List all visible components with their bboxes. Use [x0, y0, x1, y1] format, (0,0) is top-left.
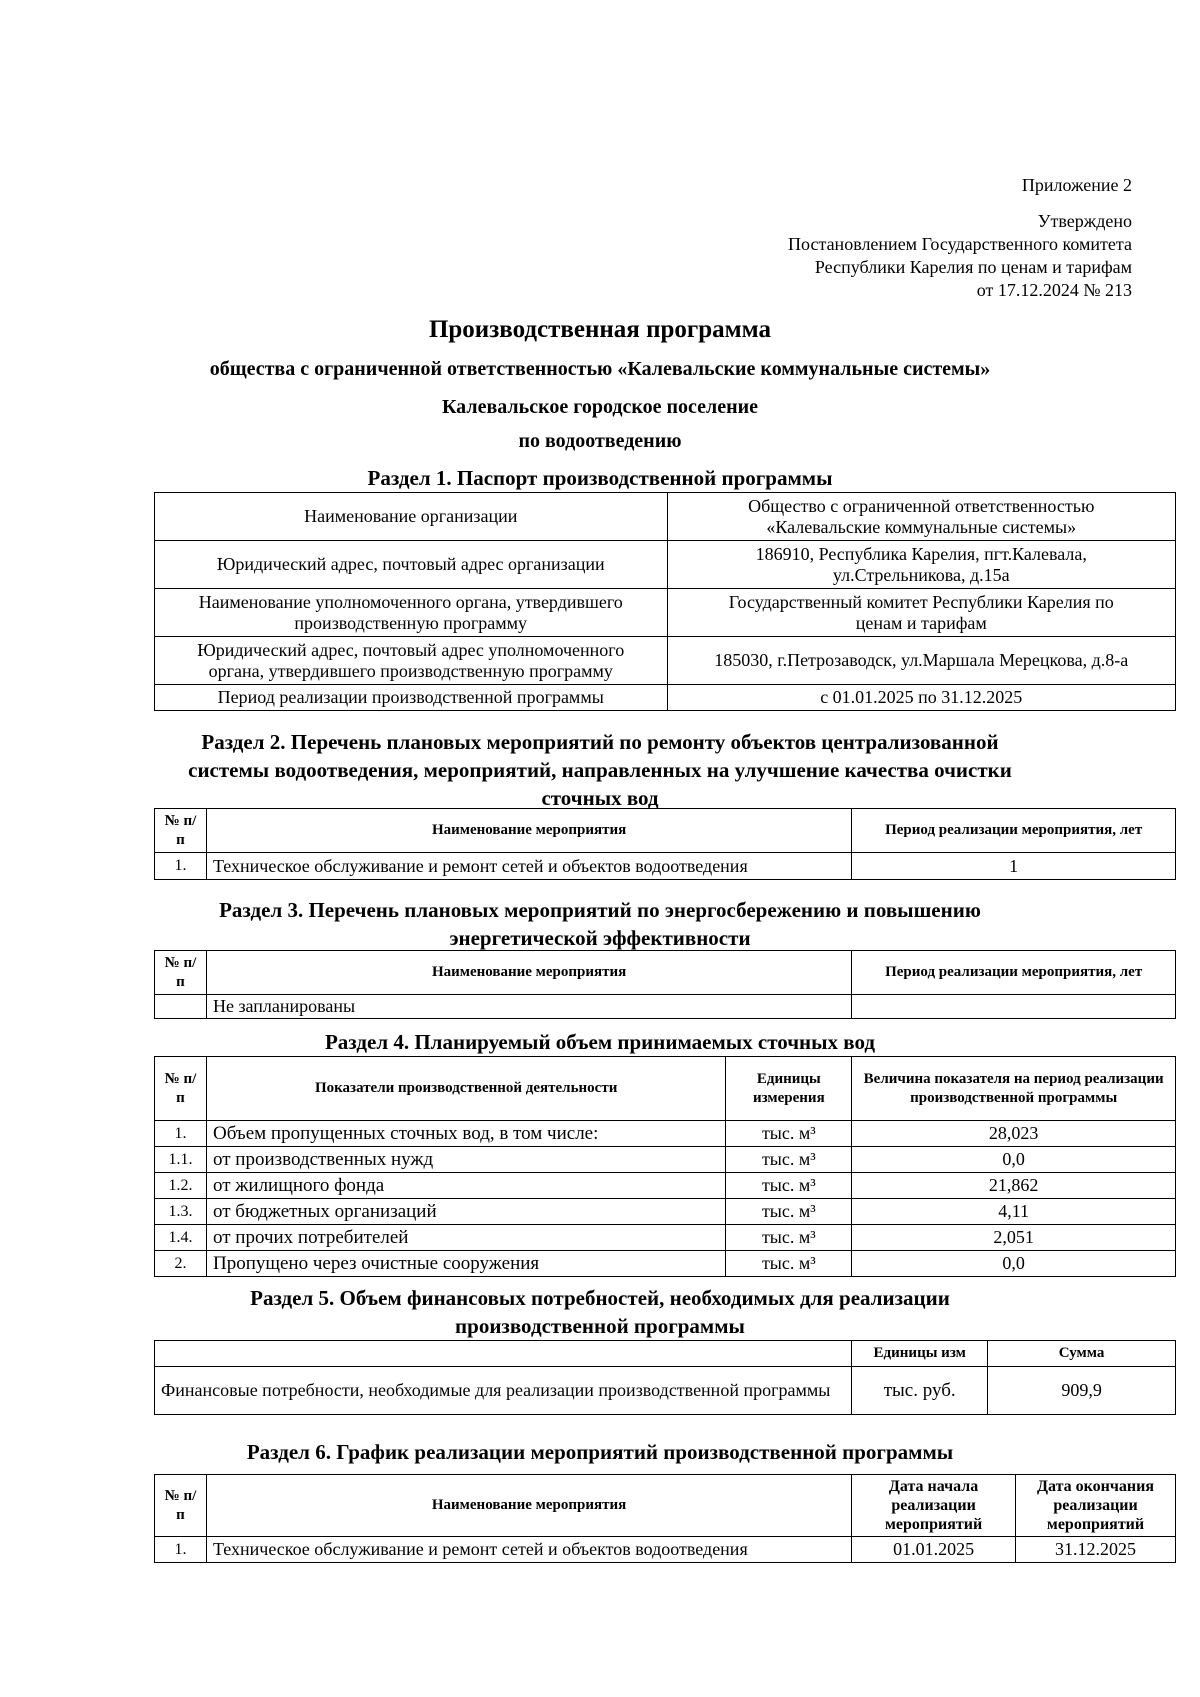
financial-needs-sum: 909,9 — [988, 1367, 1176, 1415]
col-period-header: Период реализации мероприятия, лет — [852, 951, 1176, 995]
row-unit: тыс. м³ — [726, 1147, 852, 1173]
row-unit: тыс. м³ — [726, 1225, 852, 1251]
row-num: 1. — [155, 853, 207, 880]
section3-heading — [0, 896, 1200, 952]
row-name: Не запланированы — [206, 995, 851, 1019]
row-num: 1.3. — [155, 1199, 207, 1225]
table-row — [155, 853, 1176, 880]
table-header-row — [155, 1057, 1176, 1121]
table-row — [155, 589, 1176, 637]
col-value-header: Величина показателя на период реализации производственной программы — [852, 1057, 1176, 1121]
col-unit-header: Единицы изм — [852, 1341, 988, 1367]
authority-name-label — [155, 589, 668, 637]
authority-name-value-line1: Государственный комитет Республики Карелия по — [728, 591, 1114, 612]
table-row — [155, 1251, 1176, 1277]
authority-address-value: 185030, г.Петрозаводск, ул.Маршала Мерецкова, д.8-а — [667, 637, 1176, 685]
section3-table — [154, 950, 1176, 1019]
authority-address-label-line2: органа, утвердившего производственную программу — [208, 660, 613, 681]
section3-heading-line2: энергетической эффективности — [449, 926, 751, 950]
table-row — [155, 1147, 1176, 1173]
approval-block — [788, 210, 1132, 302]
row-name: Техническое обслуживание и ремонт сетей и объектов водоотведения — [206, 853, 851, 880]
row-value: 4,11 — [852, 1199, 1176, 1225]
table-row — [155, 1367, 1176, 1415]
row-value: 2,051 — [852, 1225, 1176, 1251]
org-address-label: Юридический адрес, почтовый адрес организации — [155, 541, 668, 589]
row-num: 1.4. — [155, 1225, 207, 1251]
col-name-header: Наименование мероприятия — [206, 809, 851, 853]
period-label: Период реализации производственной программы — [155, 685, 668, 711]
section3-heading-line1: Раздел 3. Перечень плановых мероприятий по энергосбережению и повышению — [219, 898, 981, 922]
section5-table — [154, 1340, 1176, 1415]
section6-table — [154, 1474, 1176, 1563]
col-indicator-header: Показатели производственной деятельности — [206, 1057, 725, 1121]
table-row — [155, 1173, 1176, 1199]
table-row — [155, 1225, 1176, 1251]
table-row — [155, 1121, 1176, 1147]
row-period: 1 — [852, 853, 1176, 880]
section5-heading-line1: Раздел 5. Объем финансовых потребностей, необходимых для реализации — [250, 1286, 950, 1310]
row-end-date: 31.12.2025 — [1016, 1537, 1176, 1563]
period-value: с 01.01.2025 по 31.12.2025 — [667, 685, 1176, 711]
col-sum-header: Сумма — [988, 1341, 1176, 1367]
table-header-row — [155, 1341, 1176, 1367]
col-num-header: № п/п — [155, 951, 207, 995]
col-num-header: № п/п — [155, 1057, 207, 1121]
approved-text: Утверждено — [1037, 211, 1132, 231]
col-name-header: Наименование мероприятия — [206, 951, 851, 995]
financial-needs-label: Финансовые потребности, необходимые для реализации производственной программы — [155, 1367, 852, 1415]
authority-name-value — [667, 589, 1176, 637]
row-start-date: 01.01.2025 — [852, 1537, 1016, 1563]
row-num: 1. — [155, 1537, 207, 1563]
row-indicator: Объем пропущенных сточных вод, в том числе: — [206, 1121, 725, 1147]
section4-heading: Раздел 4. Планируемый объем принимаемых сточных вод — [324, 1030, 876, 1054]
row-indicator: от жилищного фонда — [206, 1173, 725, 1199]
row-num: 1.2. — [155, 1173, 207, 1199]
section1-table — [154, 492, 1176, 711]
row-value: 28,023 — [852, 1121, 1176, 1147]
section2-heading-line3: сточных вод — [541, 786, 659, 810]
row-period — [852, 995, 1176, 1019]
empty-header-cell — [155, 1341, 852, 1367]
org-name-value-line1: Общество с ограниченной ответственностью — [748, 495, 1095, 516]
settlement-title: Калевальское городское поселение — [441, 396, 759, 418]
row-value: 0,0 — [852, 1251, 1176, 1277]
col-period-header: Период реализации мероприятия, лет — [852, 809, 1176, 853]
table-header-row — [155, 951, 1176, 995]
row-name: Техническое обслуживание и ремонт сетей и объектов водоотведения — [206, 1537, 851, 1563]
row-value: 21,862 — [852, 1173, 1176, 1199]
appendix-label — [1022, 174, 1132, 197]
section5-heading-line2: производственной программы — [455, 1314, 745, 1338]
row-value: 0,0 — [852, 1147, 1176, 1173]
table-header-row — [155, 809, 1176, 853]
table-row — [155, 1537, 1176, 1563]
section1-heading: Раздел 1. Паспорт производственной программы — [367, 466, 833, 490]
row-indicator: от прочих потребителей — [206, 1225, 725, 1251]
org-name-label: Наименование организации — [155, 493, 668, 541]
org-address-value — [667, 541, 1176, 589]
table-row — [155, 1199, 1176, 1225]
section2-heading-line2: системы водоотведения, мероприятий, направленных на улучшение качества очистки — [188, 758, 1012, 782]
row-num: 2. — [155, 1251, 207, 1277]
col-unit-header: Единицы измерения — [726, 1057, 852, 1121]
org-address-value-line2: ул.Стрельникова, д.15а — [832, 564, 1010, 585]
row-unit: тыс. м³ — [726, 1199, 852, 1225]
row-num: 1. — [155, 1121, 207, 1147]
resolution-line-1: Постановлением Государственного комитета — [788, 234, 1132, 254]
col-start-header: Дата начала реализации мероприятий — [852, 1475, 1016, 1537]
section2-heading — [0, 728, 1200, 812]
authority-name-label-line1: Наименование уполномоченного органа, утвердившего — [198, 591, 623, 612]
table-row — [155, 541, 1176, 589]
table-row — [155, 493, 1176, 541]
row-num: 1.1. — [155, 1147, 207, 1173]
row-indicator: Пропущено через очистные сооружения — [206, 1251, 725, 1277]
appendix-text: Приложение 2 — [1021, 175, 1132, 195]
resolution-line-2: Республики Карелия по ценам и тарифам — [814, 257, 1132, 277]
row-indicator: от бюджетных организаций — [206, 1199, 725, 1225]
row-unit: тыс. м³ — [726, 1251, 852, 1277]
col-end-header: Дата окончания реализации мероприятий — [1016, 1475, 1176, 1537]
authority-name-value-line2: ценам и тарифам — [855, 612, 987, 633]
org-title: общества с ограниченной ответственностью «Калевальские коммунальные системы» — [209, 358, 991, 380]
authority-address-label — [155, 637, 668, 685]
org-name-value — [667, 493, 1176, 541]
row-unit: тыс. м³ — [726, 1121, 852, 1147]
section6-heading: Раздел 6. График реализации мероприятий производственной программы — [246, 1440, 954, 1464]
table-row — [155, 685, 1176, 711]
org-address-value-line1: 186910, Республика Карелия, пгт.Калевала, — [755, 543, 1087, 564]
service-title: по водоотведению — [518, 430, 682, 452]
row-indicator: от производственных нужд — [206, 1147, 725, 1173]
org-name-value-line2: «Калевальские коммунальные системы» — [766, 516, 1077, 537]
section2-table — [154, 808, 1176, 880]
section5-heading — [0, 1284, 1200, 1340]
section2-heading-line1: Раздел 2. Перечень плановых мероприятий по ремонту объектов централизованной — [201, 730, 999, 754]
authority-address-label-line1: Юридический адрес, почтовый адрес уполномоченного — [197, 639, 625, 660]
section4-table — [154, 1056, 1176, 1277]
col-num-header: № п/п — [155, 1475, 207, 1537]
row-num — [155, 995, 207, 1019]
authority-name-label-line2: производственную программу — [294, 612, 528, 633]
col-num-header: № п/п — [155, 809, 207, 853]
resolution-line-3: от 17.12.2024 № 213 — [976, 280, 1132, 300]
table-header-row — [155, 1475, 1176, 1537]
financial-needs-unit: тыс. руб. — [852, 1367, 988, 1415]
table-row — [155, 995, 1176, 1019]
row-unit: тыс. м³ — [726, 1173, 852, 1199]
page-title: Производственная программа — [428, 316, 772, 343]
table-row — [155, 637, 1176, 685]
col-name-header: Наименование мероприятия — [206, 1475, 851, 1537]
